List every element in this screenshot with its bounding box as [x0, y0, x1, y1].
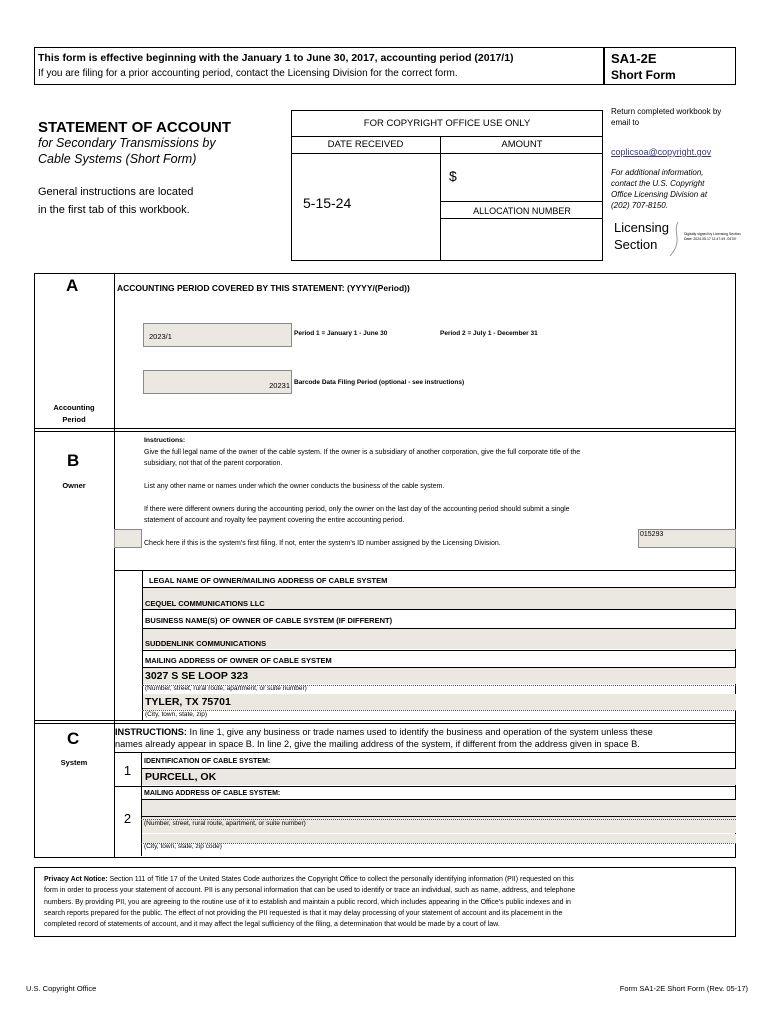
system-id-value: 015293	[640, 531, 664, 538]
date-received-value: 5-15-24	[303, 195, 352, 211]
section-b-bottom	[34, 720, 736, 721]
business-names-bottom	[142, 650, 736, 651]
first-filing-text: Check here if this is the system's first filing. If not, enter the system's ID number assigned by the Licensing Division.	[144, 540, 501, 547]
barcode-period-label: Barcode Data Filing Period (optional - see instructions)	[294, 379, 465, 386]
footer-right: Form SA1-2E Short Form (Rev. 05-17)	[619, 984, 748, 993]
section-b-divider-1	[114, 570, 736, 571]
owner-city-value: TYLER, TX 75701	[145, 696, 231, 708]
office-divider-4	[440, 218, 603, 219]
owner-city-hint: (City, town, state, zip)	[145, 711, 208, 718]
office-divider-3	[440, 201, 603, 202]
section-b-instr-2: List any other name or names under which the owner conducts the business of the cable system.	[144, 483, 445, 490]
section-c-top	[34, 723, 736, 724]
date-received-label: DATE RECEIVED	[327, 139, 404, 150]
section-c-letter: C	[67, 729, 80, 748]
office-vdivider	[440, 136, 441, 261]
general-instructions-2: in the first tab of this workbook.	[38, 204, 190, 216]
barcode-period-value: 20231	[269, 381, 290, 390]
period-1-note: Period 1 = January 1 - June 30	[294, 330, 388, 337]
section-b-instr-3b: statement of account and royalty fee payment covering the entire accounting period.	[144, 517, 405, 524]
system-mailing-label: MAILING ADDRESS OF CABLE SYSTEM:	[144, 790, 281, 797]
privacy-bold: Privacy Act Notice:	[44, 876, 108, 883]
contact-info-2: contact the U.S. Copyright	[611, 179, 705, 188]
amount-label: AMOUNT	[501, 139, 543, 150]
prior-period-notice: If you are filing for a prior accounting period, contact the Licensing Division for the correct form.	[38, 68, 458, 79]
office-divider-1	[291, 136, 603, 137]
legal-name-label: LEGAL NAME OF OWNER/MAILING ADDRESS OF CABLE SYSTEM	[149, 576, 388, 585]
line-1-number: 1	[123, 763, 132, 778]
signature-note-1: Digitally signed by Licensing Section	[684, 232, 741, 236]
system-mailing-field-1[interactable]	[142, 800, 736, 816]
signature-name-2: Section	[614, 237, 658, 252]
general-instructions-1: General instructions are located	[38, 186, 194, 198]
office-use-box	[291, 110, 603, 261]
identification-bottom	[114, 786, 736, 787]
allocation-number-label: ALLOCATION NUMBER	[473, 206, 571, 216]
privacy-line-3: numbers. By providing PII, you are agreeing to the routine use of it to establish and maintain a public record, which includes appearing in the Office's public indexes and in	[44, 899, 571, 906]
section-c-instructions-2: names already appear in space B. In line 2, give the mailing address of the system, if different from the address given in space B.	[115, 739, 640, 749]
system-city-dotted	[141, 843, 736, 844]
owner-city-dotted	[142, 710, 736, 711]
privacy-line-1	[44, 876, 574, 883]
section-c-instructions-text: In line 1, give any business or trade names used to identify the business and operation of the system unless these	[186, 727, 653, 737]
section-b-letter: B	[67, 451, 80, 470]
section-a-bottom	[34, 428, 736, 429]
form-type: Short Form	[611, 68, 676, 82]
privacy-line-2: form in order to process your statement of account. PII is any personal information that can be used to identify or trace an individual, such as name, address, and telephone	[44, 887, 576, 894]
signature-note-2: Date: 2024.05.17 11:47:49 -04'00'	[684, 237, 737, 241]
footer-left: U.S. Copyright Office	[26, 984, 97, 993]
privacy-text-1: Section 111 of Title 17 of the United States Code authorizes the Copyright Office to collect the personally identifying information (PII) requested on this	[107, 876, 574, 883]
line-2-number: 2	[123, 811, 132, 826]
section-b-instr-3a: If there were different owners during the accounting period, only the owner on the last day of the accounting period should submit a single	[144, 506, 570, 513]
contact-info-3: Office Licensing Division at	[611, 190, 708, 199]
section-c-side-label: System	[60, 758, 88, 767]
owner-street-hint: (Number, street, rural route, apartment, or suite number)	[145, 685, 307, 692]
return-line-1: Return completed workbook by	[611, 107, 722, 116]
privacy-line-5: completed record of statements of account, and it may affect the legal sufficiency of the filing, a determination that would be made by a court of law.	[44, 921, 500, 928]
signature-name-1: Licensing	[614, 220, 669, 235]
identification-label: IDENTIFICATION OF CABLE SYSTEM:	[144, 758, 271, 765]
period-2-note: Period 2 = July 1 - December 31	[440, 330, 538, 337]
business-names-label: BUSINESS NAME(S) OF OWNER OF CABLE SYSTEM (IF DIFFERENT)	[145, 616, 393, 625]
first-filing-checkbox[interactable]	[114, 529, 142, 548]
section-a-side-label-1: Accounting	[53, 403, 95, 412]
legal-name-value: CEQUEL COMMUNICATIONS LLC	[145, 599, 265, 608]
section-b-instructions-title: Instructions:	[144, 437, 186, 444]
amount-symbol: $	[449, 168, 457, 184]
office-use-header: FOR COPYRIGHT OFFICE USE ONLY	[363, 118, 531, 129]
owner-mailing-label: MAILING ADDRESS OF OWNER OF CABLE SYSTEM	[145, 656, 332, 665]
contact-info-4: (202) 707-8150.	[611, 201, 668, 210]
section-a-side-label-2: Period	[62, 415, 86, 424]
owner-street-value: 3027 S SE LOOP 323	[145, 670, 249, 682]
accounting-period-value: 2023/1	[149, 332, 172, 341]
form-id: SA1-2E	[611, 51, 657, 66]
section-b-top	[34, 431, 736, 432]
privacy-line-4: search reports prepared for the public. The effect of not providing the PII requested is that it may delay processing of your statement of account and its placement in the	[44, 910, 563, 917]
system-city-field[interactable]	[142, 834, 736, 843]
section-c-divider-1	[114, 752, 736, 753]
form-subtitle-2: Cable Systems (Short Form)	[38, 152, 197, 166]
contact-info-1: For additional information,	[611, 168, 704, 177]
form-title: STATEMENT OF ACCOUNT	[38, 119, 232, 136]
business-names-value: SUDDENLINK COMMUNICATIONS	[145, 639, 267, 648]
section-c-instructions-1	[115, 727, 653, 737]
identification-field[interactable]	[142, 769, 736, 785]
section-b-instr-1a: Give the full legal name of the owner of the cable system. If the owner is a subsidiary of another corporation, give the full corporate title of the	[144, 449, 581, 456]
legal-name-bottom	[142, 609, 736, 610]
form-subtitle-1: for Secondary Transmissions by	[38, 136, 216, 150]
identification-value: PURCELL, OK	[145, 771, 217, 783]
email-link[interactable]: coplicsoa@copyright.gov	[611, 147, 712, 157]
owner-city-field[interactable]	[143, 694, 736, 710]
effective-notice-line: This form is effective beginning with the January 1 to June 30, 2017, accounting period (2017/1)	[38, 52, 514, 64]
system-street-hint: (Number, street, rural route, apartment, or suite number)	[144, 820, 306, 827]
section-a-heading: ACCOUNTING PERIOD COVERED BY THIS STATEMENT: (YYYY/(Period))	[117, 283, 410, 293]
section-c-instructions-bold: INSTRUCTIONS:	[115, 727, 187, 737]
system-city-hint: (City, town, state, zip code)	[144, 843, 222, 850]
section-b-side-label: Owner	[62, 481, 86, 490]
section-a-letter: A	[66, 276, 79, 295]
return-line-2: email to	[611, 118, 640, 127]
office-divider-2	[291, 153, 603, 154]
section-b-instr-1b: subsidiary, not that of the parent corporation.	[144, 460, 283, 467]
